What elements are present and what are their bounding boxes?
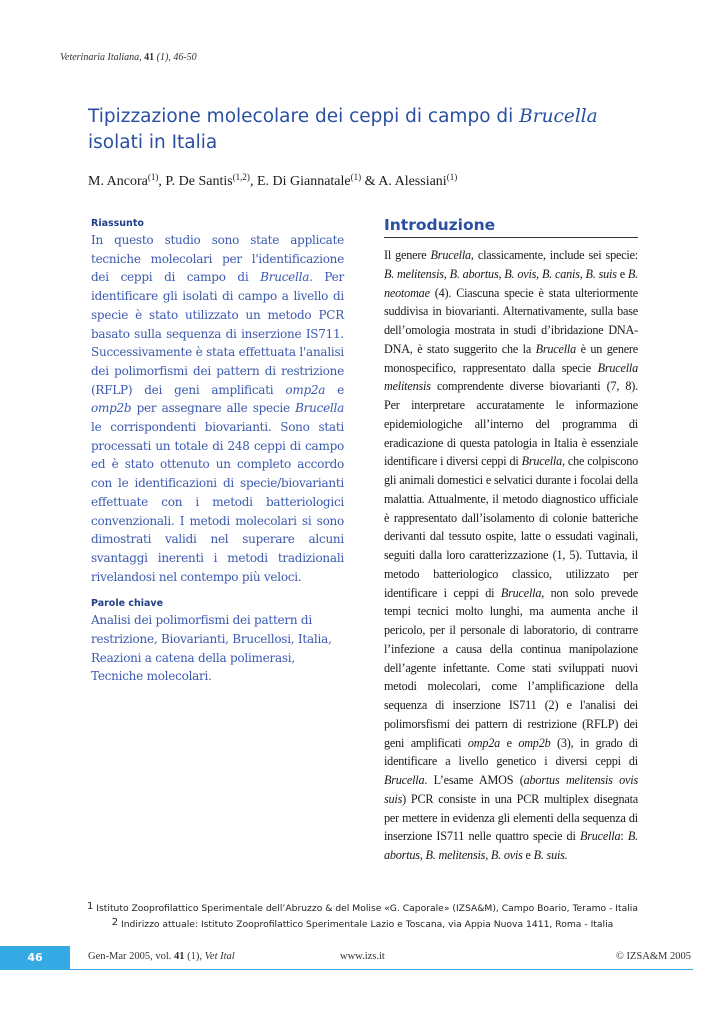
footnote-mark: 2	[111, 917, 119, 928]
affiliation-footnotes	[0, 900, 725, 932]
footnote	[0, 916, 725, 932]
intro-italic: B. abortus, B. melitensis, B. ovis	[384, 829, 638, 862]
author-separator: &	[361, 174, 379, 189]
intro-italic: Brucella	[535, 341, 576, 356]
footer-issue	[88, 951, 235, 962]
title-text-end: isolati in Italia	[88, 132, 218, 153]
page-number: 46	[0, 946, 70, 970]
footer-issue-number: (1),	[184, 951, 205, 962]
intro-span: :	[620, 829, 628, 844]
introduction-column	[384, 216, 638, 865]
intro-span: ) PCR consiste in una PCR multiplex disegnata per mettere in evidenza gli elementi della sequenza di inserzione IS711 nelle quattro specie di	[384, 791, 638, 844]
intro-span: e	[500, 735, 519, 750]
author-affiliation: (1)	[147, 172, 159, 182]
journal-citation: Veterinaria Italiana, 41 (1), 46-50	[60, 52, 197, 63]
intro-italic: omp2b	[518, 735, 551, 750]
abstract-italic: omp2b	[91, 401, 132, 416]
journal-issue-pages: (1), 46-50	[156, 52, 197, 63]
introduction-heading: Introduzione	[384, 216, 638, 238]
article-title	[88, 104, 648, 156]
intro-italic: Brucella melitensis	[384, 360, 638, 394]
footnote-mark: 1	[87, 901, 94, 912]
author-list	[88, 172, 457, 190]
keywords-heading: Parole chiave	[91, 598, 164, 610]
intro-italic: B. melitensis, B. abortus, B. ovis, B. canis, B. suis	[384, 266, 617, 281]
author-name: E. Di Giannatale	[256, 174, 351, 189]
intro-span: , non solo prevede tempi tecnici molto lunghi, ma aumenta anche il pericolo, per il personale di laboratorio, di contrarre l’infezione a causa della continua manipolazione dell’agente infettante. Come stati sviluppati nuovi metodi molecolari, come l’amplificazione della sequenza di inserzione IS711 (2) e l'analisi dei polimorsfismi dei pattern di restrizione (RFLP) dei geni amplificati	[384, 585, 638, 750]
abstract-span: per assegnare alle specie	[131, 401, 296, 416]
intro-span: è un genere monospecifico, rappresentato dalla specie	[384, 341, 639, 375]
author-name: P. De Santis	[165, 174, 233, 189]
abstract-italic: Brucella	[260, 270, 310, 285]
intro-span: Il genere	[384, 248, 431, 262]
author	[88, 174, 165, 189]
author	[165, 174, 257, 189]
footer-website-link[interactable]: www.izs.it	[340, 951, 385, 962]
abstract-italic: Brucella	[295, 401, 344, 416]
abstract-span: . Per identificare gli isolati di campo a livello di specie è stato utilizzato un metodo PCR basato sulla sequenza di inserzione IS711. Successivamente è stata effettuata l'analisi dei polimorfismi dei pattern di restrizione (RFLP) dei geni amplificati	[91, 270, 344, 397]
abstract-span: In questo studio sono state applicate tecniche molecolari per l'identificazione dei ceppi di campo di	[91, 233, 344, 285]
intro-italic: Brucella	[500, 585, 542, 600]
introduction-text	[384, 246, 638, 865]
intro-italic: Brucella	[430, 248, 471, 262]
title-genus: Brucella	[519, 106, 598, 127]
abstract-span: le corrispondenti biovarianti. Sono stati processati un totale di 248 ceppi di campo ed è stato ottenuto un completo accordo con le identificazioni di specie/biovarianti effettuate con i metodi batteriologici convenzionali. I metodi molecolari si sono dimostrati validi nel superare alcuni svantaggi inerenti i metodi tradizionali rivelandosi nel contempo più veloci.	[91, 420, 344, 584]
abstract-heading: Riassunto	[91, 218, 144, 229]
footer-journal-abbrev: Vet Ital	[204, 951, 235, 962]
keywords-text: Analisi dei polimorfismi dei pattern di restrizione, Biovarianti, Brucellosi, Italia, Reazioni a catena della polimerasi, Tecniche molecolari.	[91, 613, 332, 684]
intro-italic: B. suis.	[533, 848, 568, 862]
author-name: A. Alessiani	[378, 174, 447, 189]
intro-span: (4). Ciascuna specie è stata ulteriormente suddivisa in biovarianti. Alternativamente, sulla base dell’omologia mostrata in studi d’ibridazione DNA-DNA, è stato suggerito che la	[384, 285, 638, 356]
author-affiliation: (1)	[350, 172, 362, 182]
intro-span: comprendente diverse biovarianti (7, 8). Per interpretare accuratamente le informazione epidemiologiche all’interno del programma di eradicazione di questa patologia in Italia è essenziale identificare i diversi ceppi di	[384, 379, 638, 469]
footer-copyright: © IZSA&M 2005	[615, 951, 691, 962]
author-affiliation: (1,2)	[232, 172, 250, 182]
intro-span: , che colpiscono gli animali domestici e selvatici durante i focolai della malattia. Attualmente, il metodo diagnostico ufficiale è rappresentato dall’isolamento di colonie batteriche derivanti dal tessuto ospite, latte o essudati vaginali, seguiti dalla loro caratterizzazione (1, 5). Tuttavia, il metodo batteriologico classico, utilizzato per identificare i ceppi di	[384, 454, 639, 600]
footnote	[0, 900, 725, 916]
journal-name: Veterinaria Italiana	[60, 52, 140, 63]
title-text: Tipizzazione molecolare dei ceppi di campo di	[88, 106, 520, 127]
intro-italic: B. neotomae	[384, 266, 638, 300]
intro-italic: Brucella	[579, 829, 621, 844]
keywords-section	[91, 598, 344, 686]
footer-issue-prefix: Gen-Mar 2005, vol.	[88, 951, 175, 962]
footer-divider	[70, 969, 693, 970]
abstract-column	[91, 218, 344, 686]
footnote-text: Istituto Zooprofilattico Sperimentale dell’Abruzzo & del Molise «G. Caporale» (IZSA&M), Campo Boario, Teramo - Italia	[93, 903, 638, 914]
footnote-text: Indirizzo attuale: Istituto Zooprofilattico Sperimentale Lazio e Toscana, via Appia Nuova 1411, Roma - Italia	[118, 919, 614, 930]
intro-italic: Brucella	[521, 454, 562, 469]
author	[378, 174, 457, 189]
intro-span: e	[522, 848, 534, 862]
intro-span: e	[616, 266, 628, 281]
journal-volume: 41	[144, 52, 155, 63]
abstract-italic: omp2a	[285, 382, 326, 397]
intro-italic: Brucella	[384, 773, 425, 787]
intro-italic: omp2a	[467, 735, 501, 750]
intro-span: , classicamente, include sei specie:	[470, 248, 638, 262]
author-affiliation: (1)	[446, 172, 458, 182]
abstract-span: e	[325, 382, 344, 397]
abstract-text	[91, 231, 344, 586]
author-separator: ,	[249, 174, 257, 189]
author-name: M. Ancora	[88, 174, 148, 189]
author-separator: ,	[158, 174, 166, 189]
intro-span: . L’esame AMOS (	[424, 773, 524, 787]
footer-issue-volume: 41	[174, 951, 185, 962]
intro-span: (3), in grado di identificare a livello genetico i diversi ceppi di	[384, 735, 638, 769]
author	[257, 174, 378, 189]
intro-italic: abortus melitensis ovis suis	[384, 773, 638, 806]
